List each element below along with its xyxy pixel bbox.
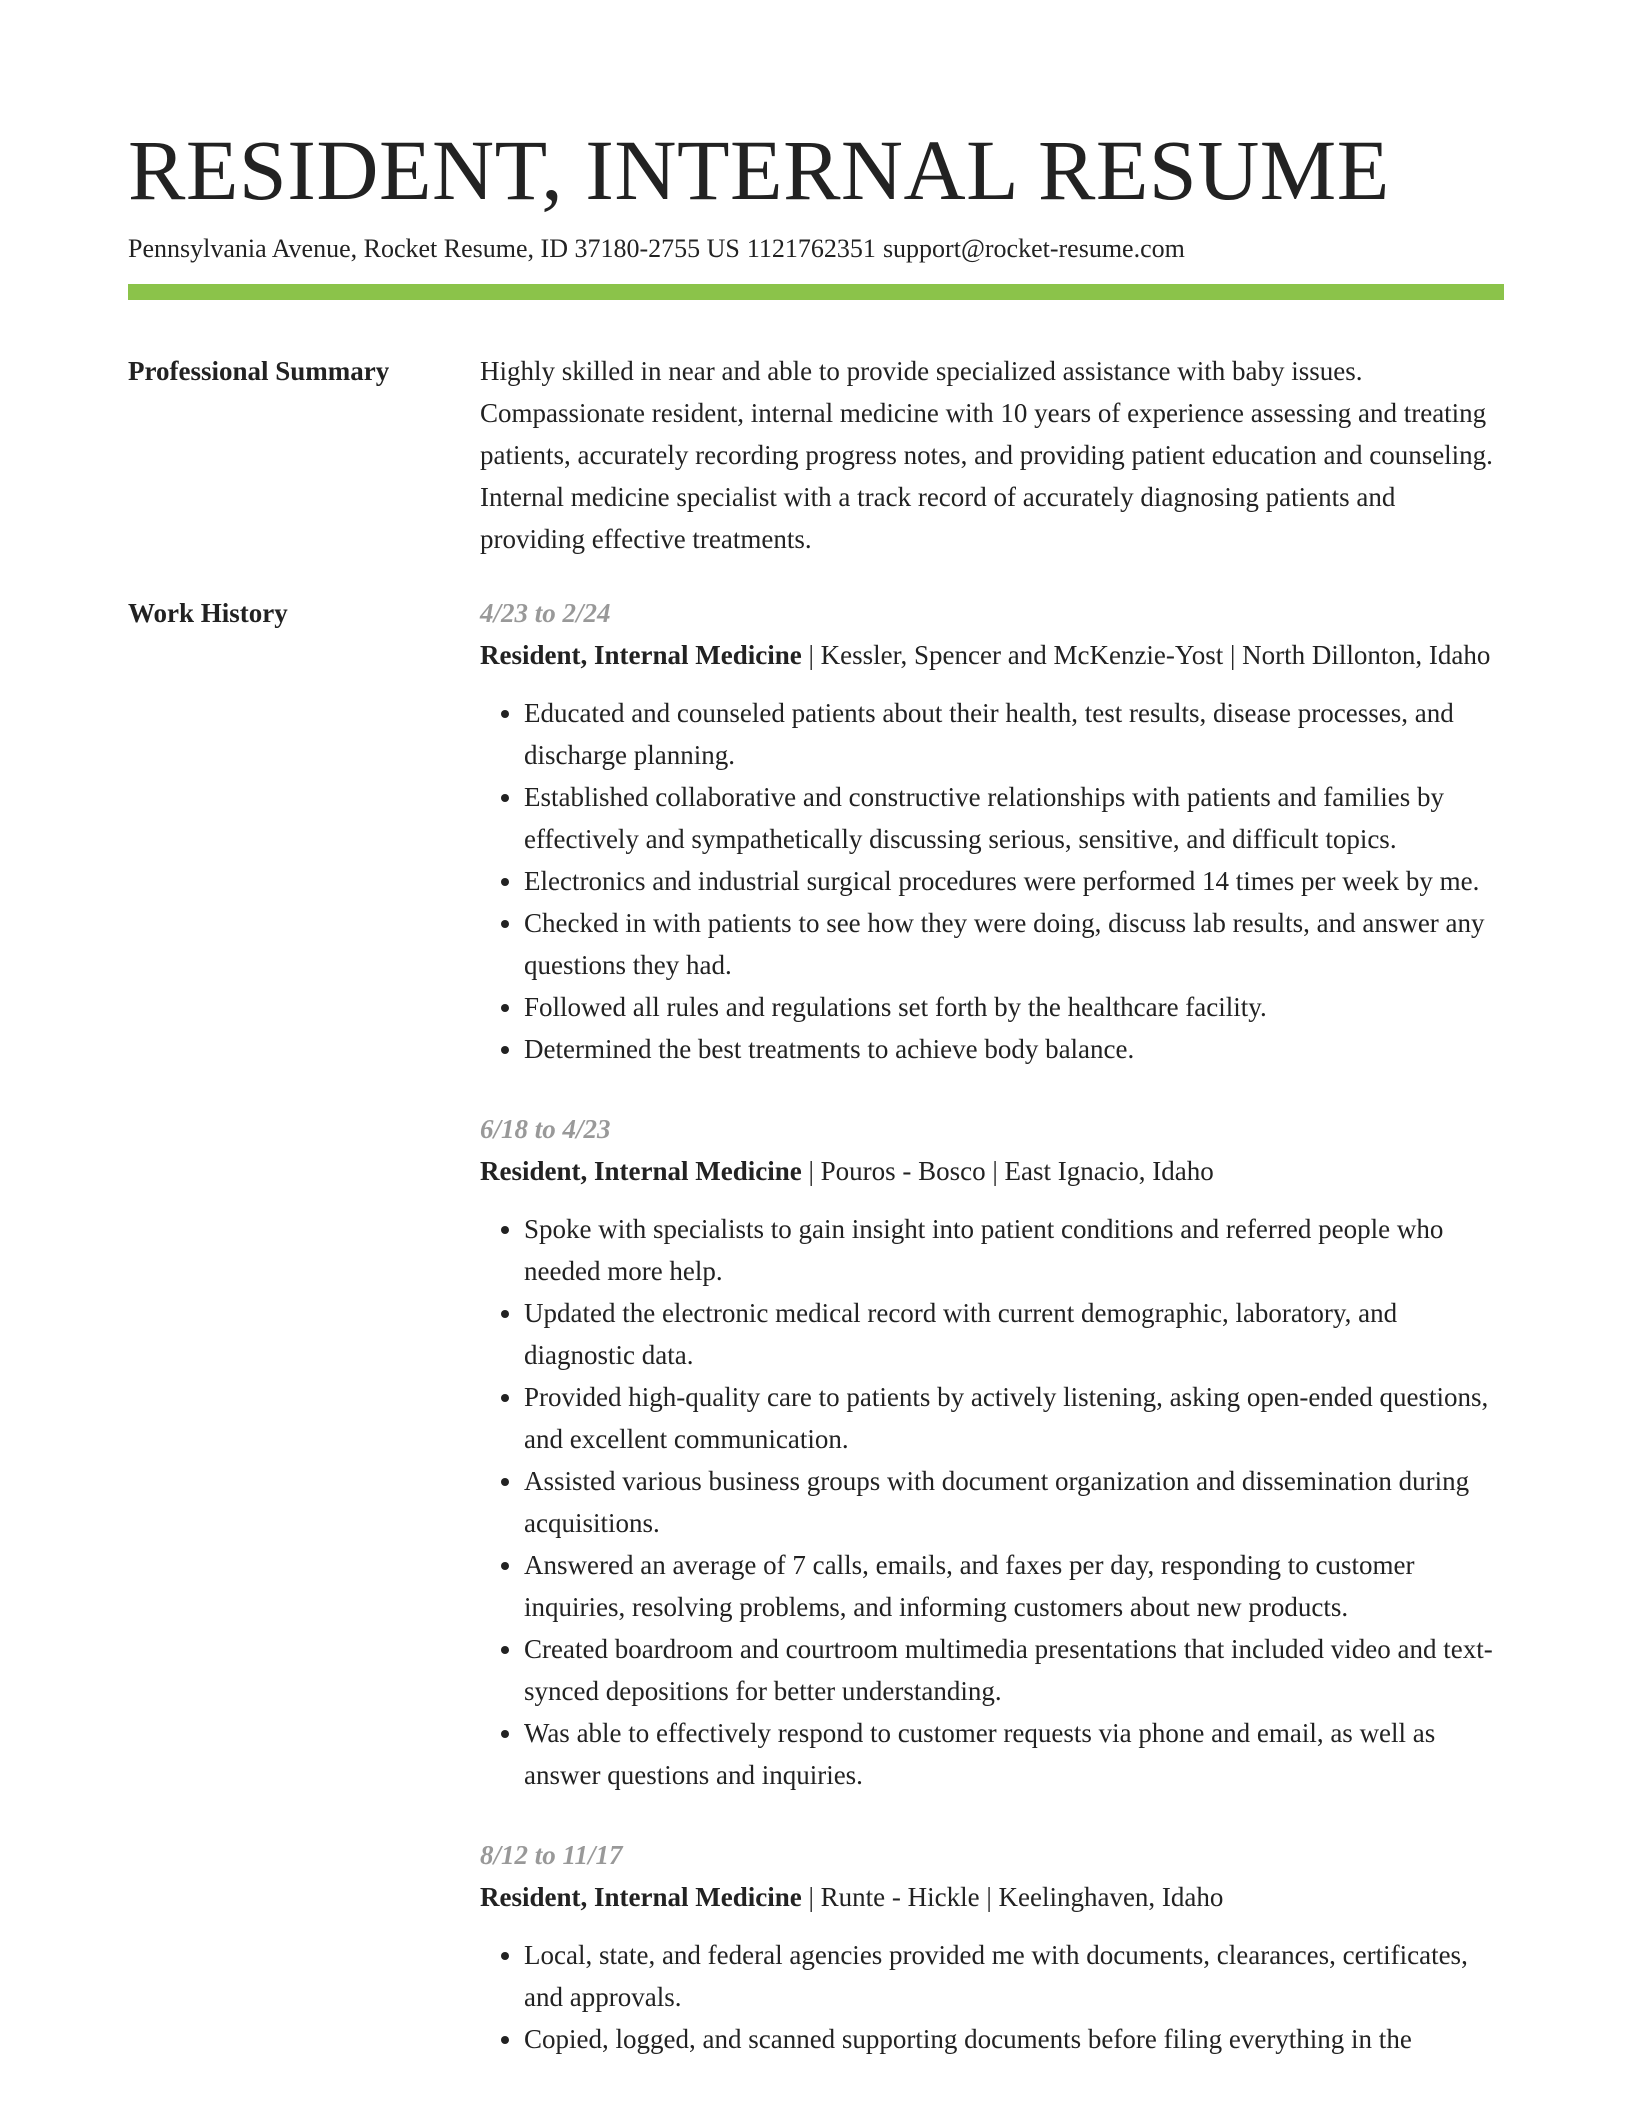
job-title: Resident, Internal Medicine (480, 640, 802, 670)
job-title: Resident, Internal Medicine (480, 1156, 802, 1186)
job-title: Resident, Internal Medicine (480, 1882, 802, 1912)
job-bullet: • Electronics and industrial surgical procedures were performed 14 times per week by me. (524, 860, 1504, 902)
contact-email: support@rocket-resume.com (882, 234, 1185, 263)
job-bullet: • Updated the electronic medical record with current demographic, laboratory, and diagnostic data. (524, 1292, 1504, 1376)
job-bullet: • Assisted various business groups with document organization and dissemination during acquisitions. (524, 1460, 1504, 1544)
job-bullet-list (480, 1934, 1504, 2060)
job-bullet-list (480, 1208, 1504, 1796)
resume-name: RESIDENT, INTERNAL RESUME (128, 122, 1390, 218)
section-label-summary: Professional Summary (128, 356, 390, 386)
professional-summary-section (128, 350, 1504, 560)
contact-phone: 1121762351 (746, 234, 876, 263)
contact-address: Pennsylvania Avenue, Rocket Resume, ID 37180-2755 US (128, 234, 740, 263)
section-label-work-history: Work History (128, 598, 288, 628)
job-bullet: • Spoke with specialists to gain insight into patient conditions and referred people who needed more help. (524, 1208, 1504, 1292)
job-entry (480, 1108, 1504, 1796)
job-bullet-list (480, 692, 1504, 1070)
job-bullet: • Was able to effectively respond to customer requests via phone and email, as well as answer questions and inquiries. (524, 1712, 1504, 1796)
job-bullet: • Provided high-quality care to patients by actively listening, asking open-ended questions, and excellent communication. (524, 1376, 1504, 1460)
summary-text: Highly skilled in near and able to provide specialized assistance with baby issues. Compassionate resident, internal medicine with 10 years of experience assessing and treating patients, accurately recording progress notes, and providing patient education and counseling. Internal medicine specialist with a track record of accurately diagnosing patients and providing effective treatments. (480, 356, 1493, 554)
job-bullet: • Determined the best treatments to achieve body balance. (524, 1028, 1504, 1070)
job-bullet: • Copied, logged, and scanned supporting documents before filing everything in the (524, 2018, 1504, 2060)
job-title-line (480, 1876, 1504, 1918)
job-dates: 8/12 to 11/17 (480, 1840, 623, 1870)
job-bullet: • Answered an average of 7 calls, emails, and faxes per day, responding to customer inquiries, resolving problems, and informing customers about new products. (524, 1544, 1504, 1628)
contact-line (128, 232, 1504, 266)
job-bullet: • Educated and counseled patients about their health, test results, disease processes, and discharge planning. (524, 692, 1504, 776)
job-title-line (480, 634, 1504, 676)
header-divider (128, 284, 1504, 300)
job-employer-location: | Runte - Hickle | Keelinghaven, Idaho (801, 1882, 1224, 1912)
job-entry (480, 592, 1504, 1070)
job-bullet: • Local, state, and federal agencies provided me with documents, clearances, certificates, and approvals. (524, 1934, 1504, 2018)
job-dates: 4/23 to 2/24 (480, 598, 611, 628)
job-employer-location: | Kessler, Spencer and McKenzie-Yost | North Dillonton, Idaho (801, 640, 1491, 670)
job-entry (480, 1834, 1504, 2060)
job-bullet: • Created boardroom and courtroom multimedia presentations that included video and text-synced depositions for better understanding. (524, 1628, 1504, 1712)
jobs-list (480, 592, 1504, 2098)
job-dates: 6/18 to 4/23 (480, 1114, 611, 1144)
job-title-line (480, 1150, 1504, 1192)
job-bullet: • Established collaborative and constructive relationships with patients and families by effectively and sympathetically discussing serious, sensitive, and difficult topics. (524, 776, 1504, 860)
work-history-section (128, 592, 1504, 2098)
resume-page (128, 120, 1504, 2098)
job-employer-location: | Pouros - Bosco | East Ignacio, Idaho (801, 1156, 1214, 1186)
job-bullet: • Followed all rules and regulations set forth by the healthcare facility. (524, 986, 1504, 1028)
job-bullet: • Checked in with patients to see how they were doing, discuss lab results, and answer any questions they had. (524, 902, 1504, 986)
